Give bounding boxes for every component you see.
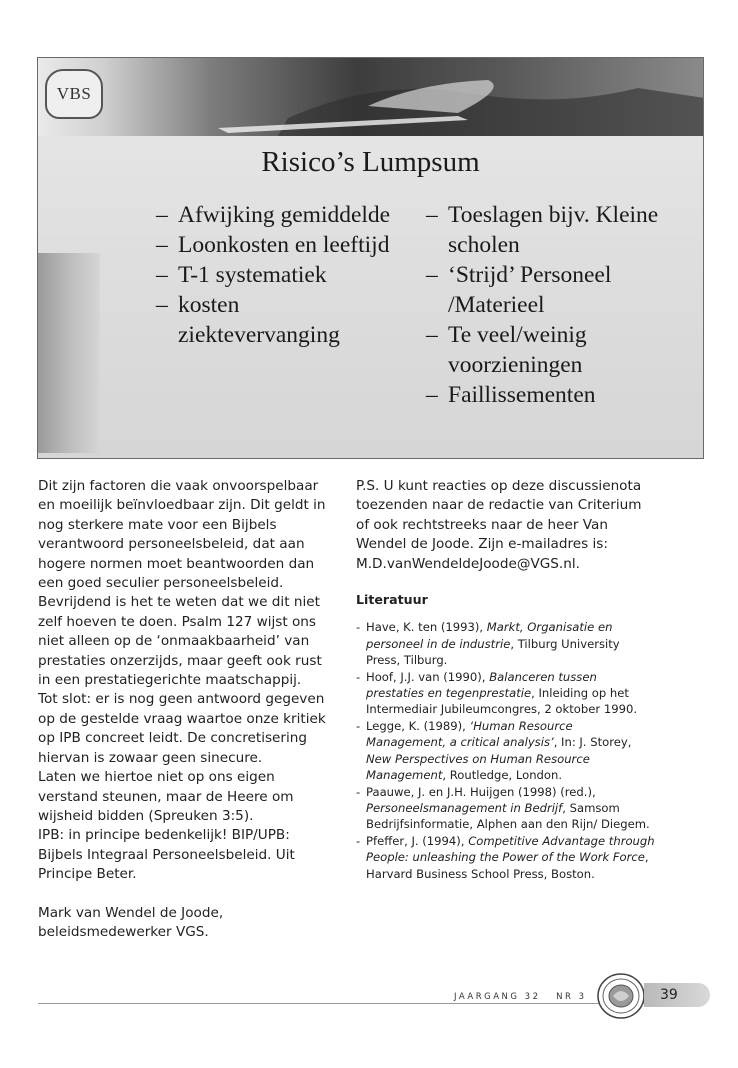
spacer — [38, 885, 338, 904]
reference-list — [356, 619, 656, 882]
slide-left-bullets — [156, 200, 396, 350]
left-text-column — [38, 477, 338, 942]
reference-item: - Pfeffer, J. (1994), Competitive Advantage through People: unleashing the Power of the Work Force, Harvard Business School Press, Boston. — [356, 833, 656, 882]
reference-item: - Hoof, J.J. van (1990), Balanceren tussen prestaties en tegenprestatie, Inleiding op het Intermediair Jubileumcongres, 2 oktober 1990. — [356, 669, 656, 718]
slide-bullet: – Te veel/weinig voorzieningen — [426, 322, 587, 378]
page-number-tab — [644, 983, 710, 1007]
slide-bullet: – T-1 systematiek — [156, 262, 327, 288]
author-role: beleidsmedewerker VGS. — [38, 923, 209, 940]
postscript: P.S. U kunt reacties op deze discussienota toezenden naar de redactie van Criterium of ook rechtstreeks naar de heer Van Wendel de Joode. Zijn e-mailadres is: M.D.vanWendeldeJoode@VGS.nl. — [356, 478, 642, 572]
slide-bullet: – Toeslagen bijv. Kleine scholen — [426, 202, 659, 258]
journal-seal-icon — [596, 972, 646, 1020]
footer-issue-label: JAARGANG 32 NR 3 — [454, 992, 587, 1002]
author-name: Mark van Wendel de Joode, — [38, 904, 224, 921]
reference-item: - Legge, K. (1989), ‘Human Resource Management, a critical analysis’, In: J. Storey, New Perspectives on Human Resource Management, Routledge, London. — [356, 718, 656, 784]
slide-bullet: – Loonkosten en leeftijd — [156, 232, 390, 258]
reference-item: - Have, K. ten (1993), Markt, Organisatie en personeel in de industrie, Tilburg University Press, Tilburg. — [356, 619, 656, 668]
reference-item: - Paauwe, J. en J.H. Huijgen (1998) (red.), Personeelsmanagement in Bedrijf, Samsom Bedrijfsinformatie, Alphen aan den Rijn/ Diegem. — [356, 784, 656, 833]
slide-bullet: – Afwijking gemiddelde — [156, 202, 391, 228]
right-text-column — [356, 477, 656, 882]
slide-title: Risico’s Lumpsum — [261, 146, 480, 178]
paragraph: Laten we hiertoe niet op ons eigen verstand steunen, maar de Heere om wijsheid bidden (Spreuken 3:5). — [38, 769, 294, 824]
slide-bullet: – Faillissementen — [426, 382, 596, 408]
paragraph: Tot slot: er is nog geen antwoord gegeven op de gestelde vraag waartoe onze kritiek op IPB concreet leidt. De concretisering hiervan is zowaar geen sinecure. — [38, 691, 326, 766]
hands-photo — [38, 58, 704, 136]
paragraph: Dit zijn factoren die vaak onvoorspelbaar en moeilijk beïnvloedbaar zijn. Dit geldt in nog sterkere mate voor een Bijbels verantwoord personeelsbeleid, dat aan hogere normen moet beantwoorden dan een goed seculier personeelsbeleid. Bevrijdend is het te weten dat we dit niet zelf hoeven te doen. Psalm 127 wijst ons niet alleen op de ‘onmaakbaarheid’ van prestaties onzerzijds, maar geeft ook rust in een prestatiegerichte maatschappij. — [38, 478, 326, 689]
side-photo — [38, 253, 100, 453]
slide-image — [37, 57, 704, 459]
page-number: 39 — [660, 987, 678, 1003]
paragraph: IPB: in principe bedenkelijk! BIP/UPB: Bijbels Integraal Personeelsbeleid. Uit Principe Beter. — [38, 827, 295, 883]
vbs-logo: VBS — [45, 69, 103, 119]
slide-bullet: – ‘Strijd’ Personeel /Materieel — [426, 262, 612, 318]
slide-bullet: – kosten ziektevervanging — [156, 292, 340, 348]
literature-heading: Literatuur — [356, 592, 428, 608]
slide-banner — [38, 58, 703, 136]
slide-right-bullets — [426, 200, 696, 410]
